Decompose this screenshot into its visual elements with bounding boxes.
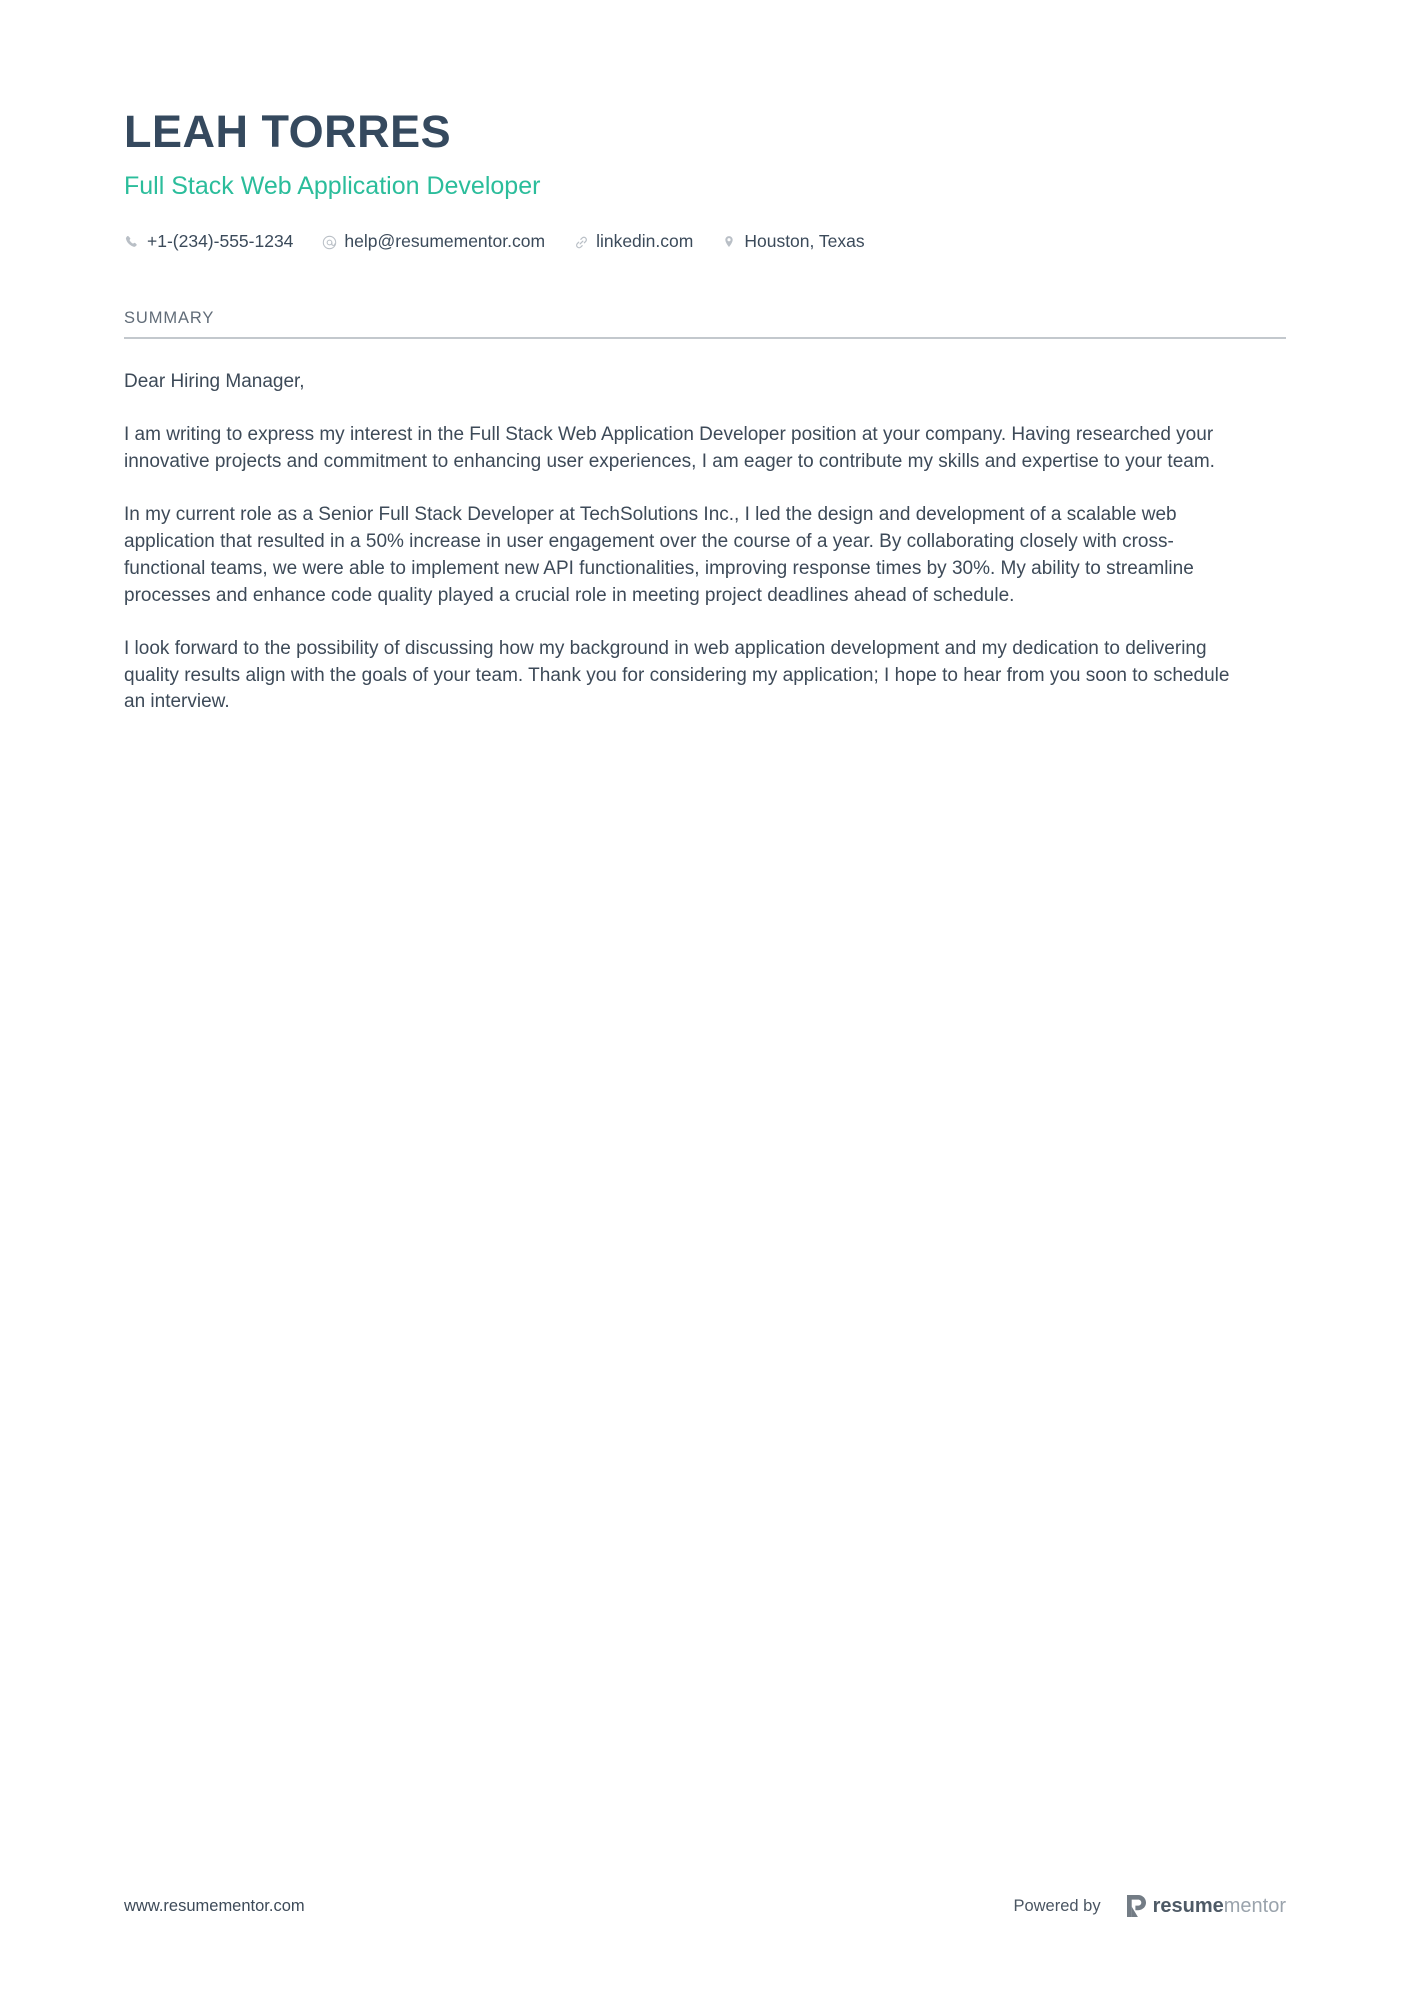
contact-location-text: Houston, Texas	[744, 231, 865, 252]
powered-by-label: Powered by	[1013, 1896, 1101, 1915]
link-icon	[573, 234, 589, 250]
brand-name-bold: resume	[1152, 1895, 1224, 1917]
section-divider	[124, 337, 1286, 339]
resumementor-logo-icon	[1127, 1895, 1146, 1917]
job-title: Full Stack Web Application Developer	[124, 172, 541, 201]
summary-body	[124, 369, 1286, 717]
contact-row	[124, 233, 1286, 251]
paragraph-closing: I look forward to the possibility of discussing how my background in web application development and my dedication to delivering quality results align with the goals of your team. Thank you for considering my application; I hope to hear from you soon to schedule an interview.	[124, 637, 1230, 713]
salutation: Dear Hiring Manager,	[124, 370, 305, 392]
resumementor-wordmark	[1153, 1896, 1286, 1916]
contact-email[interactable]	[321, 233, 545, 251]
powered-by-block	[1013, 1895, 1286, 1917]
paragraph-intro: I am writing to express my interest in the Full Stack Web Application Developer position at your company. Having researched your innovative projects and commitment to enhancing user experiences, I am eager to contribute my skills and expertise to your team.	[124, 423, 1215, 472]
contact-link[interactable]	[573, 233, 693, 251]
section-heading-summary: SUMMARY	[124, 308, 215, 327]
location-pin-icon	[721, 234, 737, 250]
summary-section	[124, 309, 1286, 717]
email-icon	[321, 234, 337, 250]
footer	[124, 1895, 1286, 1917]
contact-email-text: help@resumementor.com	[344, 231, 546, 252]
phone-icon	[124, 234, 140, 250]
brand-name-light: mentor	[1223, 1895, 1286, 1917]
footer-website-url[interactable]: www.resumementor.com	[124, 1896, 305, 1915]
contact-phone-text: +1-(234)-555-1234	[147, 231, 294, 252]
document-content	[124, 0, 1286, 716]
contact-link-text: linkedin.com	[596, 231, 694, 252]
header	[124, 0, 1286, 251]
page-title: LEAH TORRES	[124, 106, 452, 157]
resumementor-brand[interactable]	[1127, 1895, 1286, 1917]
paragraph-experience: In my current role as a Senior Full Stack Developer at TechSolutions Inc., I led the design and development of a scalable web application that resulted in a 50% increase in user engagement over the course of a year. By collaborating closely with cross-functional teams, we were able to implement new API functionalities, improving response times by 30%. My ability to streamline processes and enhance code quality played a crucial role in meeting project deadlines ahead of schedule.	[124, 503, 1194, 606]
contact-location	[721, 233, 864, 251]
contact-phone[interactable]	[124, 233, 293, 251]
